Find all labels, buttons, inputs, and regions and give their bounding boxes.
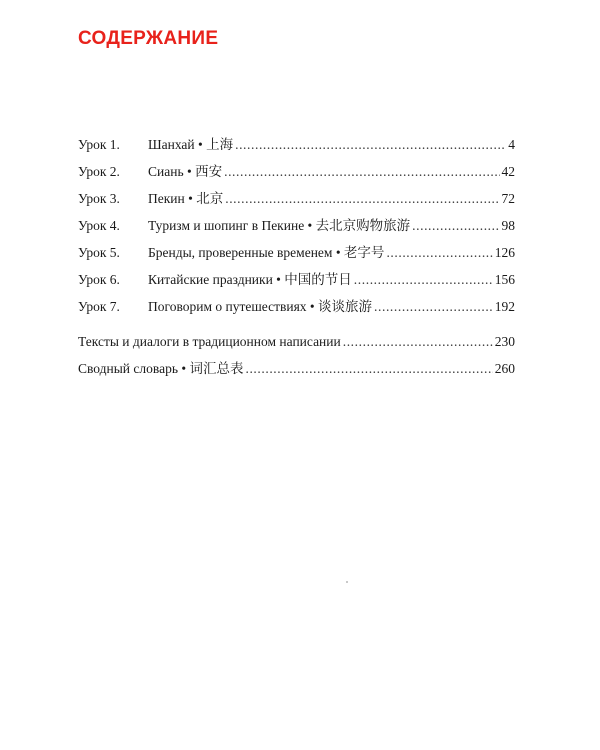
toc-row-lesson-5[interactable] bbox=[78, 239, 515, 266]
page-number: 230 bbox=[494, 334, 515, 349]
dot-leader bbox=[354, 266, 493, 293]
toc-row-lesson-1[interactable] bbox=[78, 131, 515, 158]
lesson-title: Китайские праздники • 中国的节日 bbox=[148, 272, 352, 287]
lesson-number: Урок 7. bbox=[78, 299, 120, 314]
table-of-contents bbox=[78, 131, 515, 382]
toc-row-lesson-4[interactable] bbox=[78, 212, 515, 239]
dot-leader bbox=[224, 158, 499, 185]
dot-leader bbox=[245, 355, 492, 382]
lesson-title: Пекин • 北京 bbox=[148, 191, 224, 206]
page-number: 192 bbox=[494, 299, 515, 314]
dot-leader bbox=[225, 185, 499, 212]
toc-row-lesson-2[interactable] bbox=[78, 158, 515, 185]
dot-leader bbox=[386, 239, 492, 266]
dot-leader bbox=[374, 293, 493, 320]
appendix-title: Сводный словарь • 词汇总表 bbox=[78, 361, 244, 376]
dot-leader bbox=[343, 328, 493, 355]
lesson-number: Урок 5. bbox=[78, 245, 120, 260]
page-number: 42 bbox=[501, 164, 515, 179]
lesson-number: Урок 3. bbox=[78, 191, 120, 206]
lesson-number: Урок 4. bbox=[78, 218, 120, 233]
toc-row-lesson-7[interactable] bbox=[78, 293, 515, 320]
page-number: 156 bbox=[494, 272, 515, 287]
toc-row-traditional-texts[interactable] bbox=[78, 328, 515, 355]
toc-row-lesson-6[interactable] bbox=[78, 266, 515, 293]
page-speck bbox=[346, 581, 348, 583]
dot-leader bbox=[412, 212, 499, 239]
page-number: 72 bbox=[501, 191, 515, 206]
lesson-title: Бренды, проверенные временем • 老字号 bbox=[148, 245, 385, 260]
toc-row-lesson-3[interactable] bbox=[78, 185, 515, 212]
lesson-title: Шанхай • 上海 bbox=[148, 137, 234, 152]
page-title: СОДЕРЖАНИЕ bbox=[78, 28, 219, 49]
lesson-number: Урок 6. bbox=[78, 272, 120, 287]
lesson-title: Поговорим о путешествиях • 谈谈旅游 bbox=[148, 299, 373, 314]
lesson-number: Урок 1. bbox=[78, 137, 120, 152]
appendix-title: Тексты и диалоги в традиционном написании bbox=[78, 334, 341, 349]
page-number: 98 bbox=[501, 218, 515, 233]
dot-leader bbox=[235, 131, 506, 158]
page-number: 126 bbox=[494, 245, 515, 260]
lesson-number: Урок 2. bbox=[78, 164, 120, 179]
page-number: 4 bbox=[508, 137, 515, 152]
page-number: 260 bbox=[494, 361, 515, 376]
toc-row-glossary[interactable] bbox=[78, 355, 515, 382]
lesson-title: Туризм и шопинг в Пекине • 去北京购物旅游 bbox=[148, 218, 411, 233]
lesson-title: Сиань • 西安 bbox=[148, 164, 223, 179]
